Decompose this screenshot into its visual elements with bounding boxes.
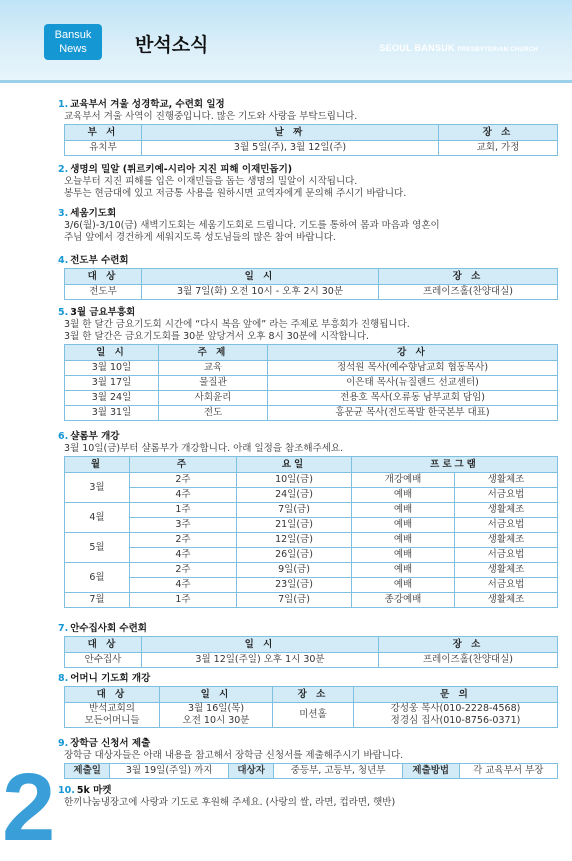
table-cell: 1주 [130, 593, 237, 608]
label-cell: 제출방법 [402, 764, 459, 779]
table-row [65, 406, 558, 421]
col-header: 문 의 [354, 687, 558, 703]
table-cell: 4주 [130, 578, 237, 593]
col-header: 대 상 [65, 687, 160, 703]
col-header: 장 소 [273, 687, 354, 703]
s5-table [64, 344, 558, 421]
section-number: 3. [58, 208, 69, 219]
col-header: 일 시 [160, 687, 273, 703]
table-row [65, 653, 558, 668]
col-header: 날 짜 [142, 125, 439, 141]
table-cell: 3월 10일 [65, 361, 159, 376]
table-cell: 3월 31일 [65, 406, 159, 421]
section-body: 3월 한 달간 금요기도회 시간에 “다시 복음 앞에” 라는 주제로 부흥회가 진행됩니다. [64, 319, 410, 330]
section-2 [58, 164, 558, 200]
table-cell: 예배 [352, 533, 455, 548]
table-cell: 예배 [352, 578, 455, 593]
table-cell: 2주 [130, 563, 237, 578]
table-cell: 생활체조 [455, 503, 558, 518]
table-row [65, 285, 558, 300]
section-body: 주님 앞에서 경건하게 세워지도록 성도님들의 많은 참여 바랍니다. [64, 232, 336, 243]
s9-table [64, 763, 558, 779]
col-header: 장 소 [439, 125, 558, 141]
table-cell: 예배 [352, 518, 455, 533]
table-row [65, 578, 558, 593]
table-cell: 1주 [130, 503, 237, 518]
table-row [65, 391, 558, 406]
logo-line2: News [59, 43, 87, 55]
table-cell: 9일(금) [237, 563, 352, 578]
table-row [65, 473, 558, 488]
section-title: 3월 금요부흥회 [70, 307, 136, 318]
header-divider [0, 80, 572, 83]
table-row [65, 533, 558, 548]
church-name-sub: PRESBYTERIAN CHURCH [457, 47, 538, 53]
section-1 [58, 99, 558, 156]
section-number: 4. [58, 255, 69, 266]
table-cell: 교육 [159, 361, 268, 376]
section-body: 교육부서 겨울 사역이 진행중입니다. 많은 기도와 사랑을 부탁드립니다. [64, 111, 358, 122]
month-cell: 5월 [65, 533, 130, 563]
col-header: 일 시 [65, 345, 159, 361]
section-number: 9. [58, 738, 69, 749]
table-cell: 전용호 목사(오류동 남부교회 담임) [268, 391, 558, 406]
section-title: 안수집사회 수련회 [70, 623, 147, 634]
table-cell: 서금요법 [455, 578, 558, 593]
section-body: 3월 10일(금)부터 샬롬부가 개강합니다. 아래 일정을 참조해주세요. [64, 443, 344, 454]
table-cell: 유치부 [65, 141, 142, 156]
table-cell: 3월 7일(화) 오전 10시 - 오후 2시 30분 [142, 285, 379, 300]
section-title: 장학금 신청서 제출 [70, 738, 151, 749]
table-cell: 강성웅 목사(010-2228-4568) 정경심 집사(010-8756-0371) [354, 703, 558, 728]
table-cell: 10일(금) [237, 473, 352, 488]
month-cell: 6월 [65, 563, 130, 593]
table-cell: 4주 [130, 548, 237, 563]
section-number: 5. [58, 307, 69, 318]
s7-table [64, 636, 558, 668]
s6-table [64, 456, 558, 608]
bansuk-news-logo [44, 24, 102, 60]
section-title: 생명의 밀알 (튀르키예-시리아 지진 피해 이재민돕기) [70, 164, 293, 175]
table-cell: 생활체조 [455, 533, 558, 548]
table-cell: 3월 19일(주일) 까지 [110, 764, 229, 779]
section-body: 3월 한 달간은 금요기도회를 30분 앞당겨서 오후 8시 30분에 시작합니다. [64, 331, 370, 342]
month-cell: 7월 [65, 593, 130, 608]
section-8 [58, 673, 558, 728]
section-title: 샬롬부 개강 [70, 431, 120, 442]
table-cell: 물질관 [159, 376, 268, 391]
col-header: 주 [130, 457, 237, 473]
table-cell: 생활체조 [455, 563, 558, 578]
col-header: 대 상 [65, 637, 142, 653]
table-cell: 7일(금) [237, 503, 352, 518]
table-cell: 이은태 목사(뉴질랜드 선교센터) [268, 376, 558, 391]
table-row [65, 593, 558, 608]
church-name [379, 43, 538, 53]
page-number: 2 [2, 754, 56, 861]
table-cell: 2주 [130, 533, 237, 548]
col-header: 일 시 [142, 269, 379, 285]
section-number: 6. [58, 431, 69, 442]
table-cell: 반석교회의 모든어머니들 [65, 703, 160, 728]
table-cell: 21일(금) [237, 518, 352, 533]
section-number: 8. [58, 673, 69, 684]
table-cell: 프레이즈홀(찬양대실) [379, 653, 558, 668]
month-cell: 3월 [65, 473, 130, 503]
table-cell: 전도부 [65, 285, 142, 300]
section-body: 한끼나눔냉장고에 사랑과 기도로 후원해 주세요. (사랑의 쌀, 라면, 컵라면, 햇반) [64, 797, 396, 808]
table-row [65, 703, 558, 728]
s8-table [64, 686, 558, 728]
col-header: 프로그램 [352, 457, 558, 473]
section-10 [58, 785, 558, 809]
table-row [65, 361, 558, 376]
section-number: 2. [58, 164, 69, 175]
label-cell: 제출일 [65, 764, 110, 779]
table-cell: 정석원 목사(예수향남교회 협동목사) [268, 361, 558, 376]
col-header: 요일 [237, 457, 352, 473]
table-cell: 3월 17일 [65, 376, 159, 391]
table-cell: 3월 12일(주일) 오후 1시 30분 [142, 653, 379, 668]
table-cell: 3월 16일(목) 오전 10시 30분 [160, 703, 273, 728]
table-cell: 전도 [159, 406, 268, 421]
table-cell: 중등부, 고등부, 청년부 [274, 764, 403, 779]
table-cell: 생활체조 [455, 593, 558, 608]
table-cell: 7일(금) [237, 593, 352, 608]
table-row [65, 563, 558, 578]
table-cell: 12일(금) [237, 533, 352, 548]
table-cell: 예배 [352, 563, 455, 578]
table-row [65, 503, 558, 518]
section-3 [58, 208, 558, 244]
col-header: 월 [65, 457, 130, 473]
table-cell: 서금요법 [455, 518, 558, 533]
section-9 [58, 738, 558, 779]
table-cell: 23일(금) [237, 578, 352, 593]
section-6 [58, 431, 558, 608]
table-cell: 3월 24일 [65, 391, 159, 406]
table-cell: 교회, 가정 [439, 141, 558, 156]
section-title: 세움기도회 [70, 208, 117, 219]
col-header: 장 소 [379, 637, 558, 653]
s4-table [64, 268, 558, 300]
table-row [65, 488, 558, 503]
label-cell: 대상자 [228, 764, 273, 779]
table-cell: 홍문균 목사(전도폭발 한국본부 대표) [268, 406, 558, 421]
table-cell: 안수집사 [65, 653, 142, 668]
page-title: 반석소식 [135, 34, 209, 56]
table-row [65, 376, 558, 391]
section-number: 1. [58, 99, 69, 110]
section-number: 10. [58, 785, 75, 796]
section-title: 5k 마켓 [76, 785, 112, 796]
table-cell: 3주 [130, 518, 237, 533]
table-cell: 미션홀 [273, 703, 354, 728]
section-body: 3/6(월)-3/10(금) 새벽기도회는 세움기도회로 드립니다. 기도를 통하여 몸과 마음과 영혼이 [64, 220, 440, 231]
section-title: 전도부 수련회 [70, 255, 129, 266]
section-body: 봉투는 현금대에 있고 저금통 사용을 원하시면 교역자에게 문의해 주시기 바랍니다. [64, 188, 407, 199]
section-body: 장학금 대상자들은 아래 내용을 참고해서 장학금 신청서를 제출해주시기 바랍니다. [64, 750, 404, 761]
month-cell: 4월 [65, 503, 130, 533]
col-header: 장 소 [379, 269, 558, 285]
table-cell: 프레이즈홀(찬양대실) [379, 285, 558, 300]
col-header: 부 서 [65, 125, 142, 141]
table-cell: 3월 5일(주), 3월 12일(주) [142, 141, 439, 156]
section-title: 어머니 기도회 개강 [70, 673, 151, 684]
table-cell: 각 교육부서 부장 [459, 764, 557, 779]
table-cell: 종강예배 [352, 593, 455, 608]
table-cell: 예배 [352, 503, 455, 518]
section-title: 교육부서 겨울 성경학교, 수련회 일정 [70, 99, 225, 110]
col-header: 주 제 [159, 345, 268, 361]
col-header: 강 사 [268, 345, 558, 361]
table-cell: 예배 [352, 548, 455, 563]
table-cell: 사회윤리 [159, 391, 268, 406]
table-cell: 2주 [130, 473, 237, 488]
table-cell: 생활체조 [455, 473, 558, 488]
section-4 [58, 255, 558, 300]
section-number: 7. [58, 623, 69, 634]
church-name-main: SEOUL BANSUK [379, 43, 455, 53]
table-cell: 26일(금) [237, 548, 352, 563]
section-5 [58, 307, 558, 421]
s1-table [64, 124, 558, 156]
table-row [65, 141, 558, 156]
table-row [65, 518, 558, 533]
table-cell: 개강예배 [352, 473, 455, 488]
col-header: 일 시 [142, 637, 379, 653]
table-cell: 서금요법 [455, 488, 558, 503]
table-row [65, 764, 558, 779]
table-cell: 서금요법 [455, 548, 558, 563]
table-row [65, 548, 558, 563]
section-body: 오늘부터 지진 피해를 입은 이재민들을 돕는 생명의 밀알이 시작됩니다. [64, 176, 358, 187]
table-cell: 4주 [130, 488, 237, 503]
table-cell: 예배 [352, 488, 455, 503]
col-header: 대 상 [65, 269, 142, 285]
section-7 [58, 623, 558, 668]
table-cell: 24일(금) [237, 488, 352, 503]
logo-line1: Bansuk [54, 29, 92, 41]
